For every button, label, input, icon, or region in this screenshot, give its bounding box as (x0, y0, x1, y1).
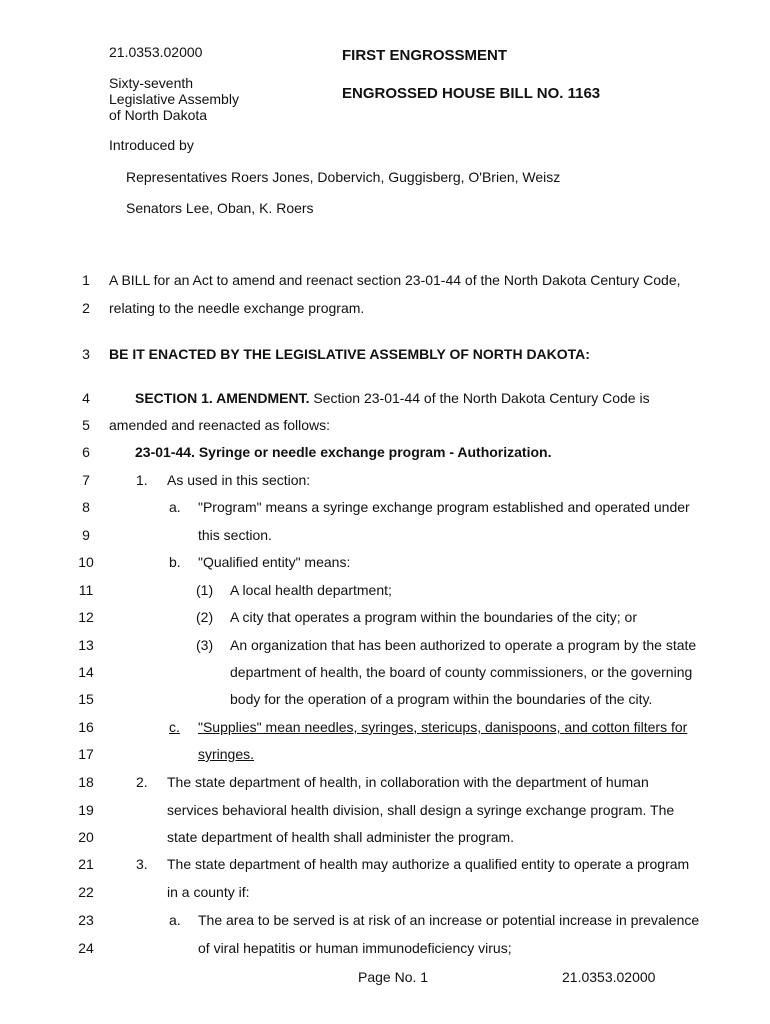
doc-number: 21.0353.02000 (109, 44, 203, 60)
list-marker: 1. (136, 472, 148, 488)
line-text: The state department of health may authorize a qualified entity to operate a program (167, 856, 690, 872)
assembly-block (109, 75, 239, 123)
list-marker: (1) (196, 582, 214, 598)
line-number: 17 (78, 746, 94, 762)
assembly-line: Legislative Assembly (109, 91, 239, 107)
line-text: relating to the needle exchange program. (109, 300, 365, 316)
line-number: 6 (82, 444, 90, 460)
inserted-text: syringes. (198, 746, 255, 762)
line-text: in a county if: (167, 884, 250, 900)
line-number: 9 (82, 527, 90, 543)
list-marker: 3. (136, 856, 148, 872)
list-marker: a. (169, 499, 181, 515)
line-number: 22 (78, 884, 94, 900)
line-text: A BILL for an Act to amend and reenact section 23-01-44 of the North Dakota Century Code, (109, 272, 681, 288)
representatives-line: Representatives Roers Jones, Dobervich, Guggisberg, O'Brien, Weisz (126, 169, 561, 185)
line-number: 2 (82, 300, 90, 316)
assembly-line: Sixty-seventh (109, 75, 194, 91)
enacting-clause: BE IT ENACTED BY THE LEGISLATIVE ASSEMBLY OF NORTH DAKOTA: (109, 346, 590, 362)
introduced-by: Introduced by (109, 137, 194, 153)
line-text: of viral hepatitis or human immunodeficiency virus; (198, 940, 512, 956)
inserted-text: "Supplies" mean needles, syringes, stericups, danispoons, and cotton filters for (198, 719, 688, 735)
line-text: The state department of health, in collaboration with the department of human (167, 774, 649, 790)
line-number: 1 (82, 272, 90, 288)
line-text: body for the operation of a program within the boundaries of the city. (230, 691, 653, 707)
section-title: 23-01-44. Syringe or needle exchange program - Authorization. (135, 444, 552, 460)
line-number: 23 (78, 912, 94, 928)
list-marker: (3) (196, 637, 214, 653)
line-number: 5 (82, 417, 90, 433)
section-heading: SECTION 1. AMENDMENT. (135, 390, 310, 406)
line-text-rest: Section 23-01-44 of the North Dakota Century Code is (309, 390, 650, 406)
footer-doc-number: 21.0353.02000 (562, 969, 656, 985)
line-number: 15 (78, 691, 94, 707)
line-text: state department of health shall administer the program. (167, 829, 515, 845)
bill-title: ENGROSSED HOUSE BILL NO. 1163 (342, 85, 601, 102)
line-text: A local health department; (230, 582, 392, 598)
line-text: department of health, the board of county commissioners, or the governing (230, 664, 693, 680)
line-number: 3 (82, 346, 90, 362)
line-number: 4 (82, 390, 90, 406)
line-text: "Program" means a syringe exchange program established and operated under (198, 499, 690, 515)
list-marker: a. (169, 912, 181, 928)
line-text: An organization that has been authorized to operate a program by the state (230, 637, 697, 653)
line-number: 8 (82, 499, 90, 515)
line-number: 16 (78, 719, 94, 735)
line-number: 24 (78, 940, 94, 956)
list-marker: (2) (196, 609, 214, 625)
assembly-line: of North Dakota (109, 107, 208, 123)
line-number: 13 (78, 637, 94, 653)
line-number: 10 (78, 554, 94, 570)
line-number: 14 (78, 664, 94, 680)
line-text: amended and reenacted as follows: (109, 417, 331, 433)
list-marker: 2. (136, 774, 148, 790)
line-number: 7 (82, 472, 90, 488)
engrossment-label: FIRST ENGROSSMENT (342, 47, 508, 64)
line-number: 21 (78, 856, 94, 872)
line-number: 18 (78, 774, 94, 790)
line-text: As used in this section: (167, 472, 311, 488)
line-number: 19 (78, 802, 94, 818)
line-text: The area to be served is at risk of an increase or potential increase in prevalence (198, 912, 700, 928)
line-text: this section. (198, 527, 272, 543)
line-text (135, 390, 650, 406)
line-text: A city that operates a program within the boundaries of the city; or (230, 609, 637, 625)
line-text: services behavioral health division, shall design a syringe exchange program. The (167, 802, 675, 818)
list-marker: b. (169, 554, 181, 570)
line-number: 12 (78, 609, 94, 625)
senators-line: Senators Lee, Oban, K. Roers (126, 200, 314, 216)
line-number: 11 (78, 582, 94, 598)
list-marker: c. (169, 719, 180, 735)
line-text: "Qualified entity" means: (198, 554, 351, 570)
page-number: Page No. 1 (358, 969, 429, 985)
line-number: 20 (78, 829, 94, 845)
